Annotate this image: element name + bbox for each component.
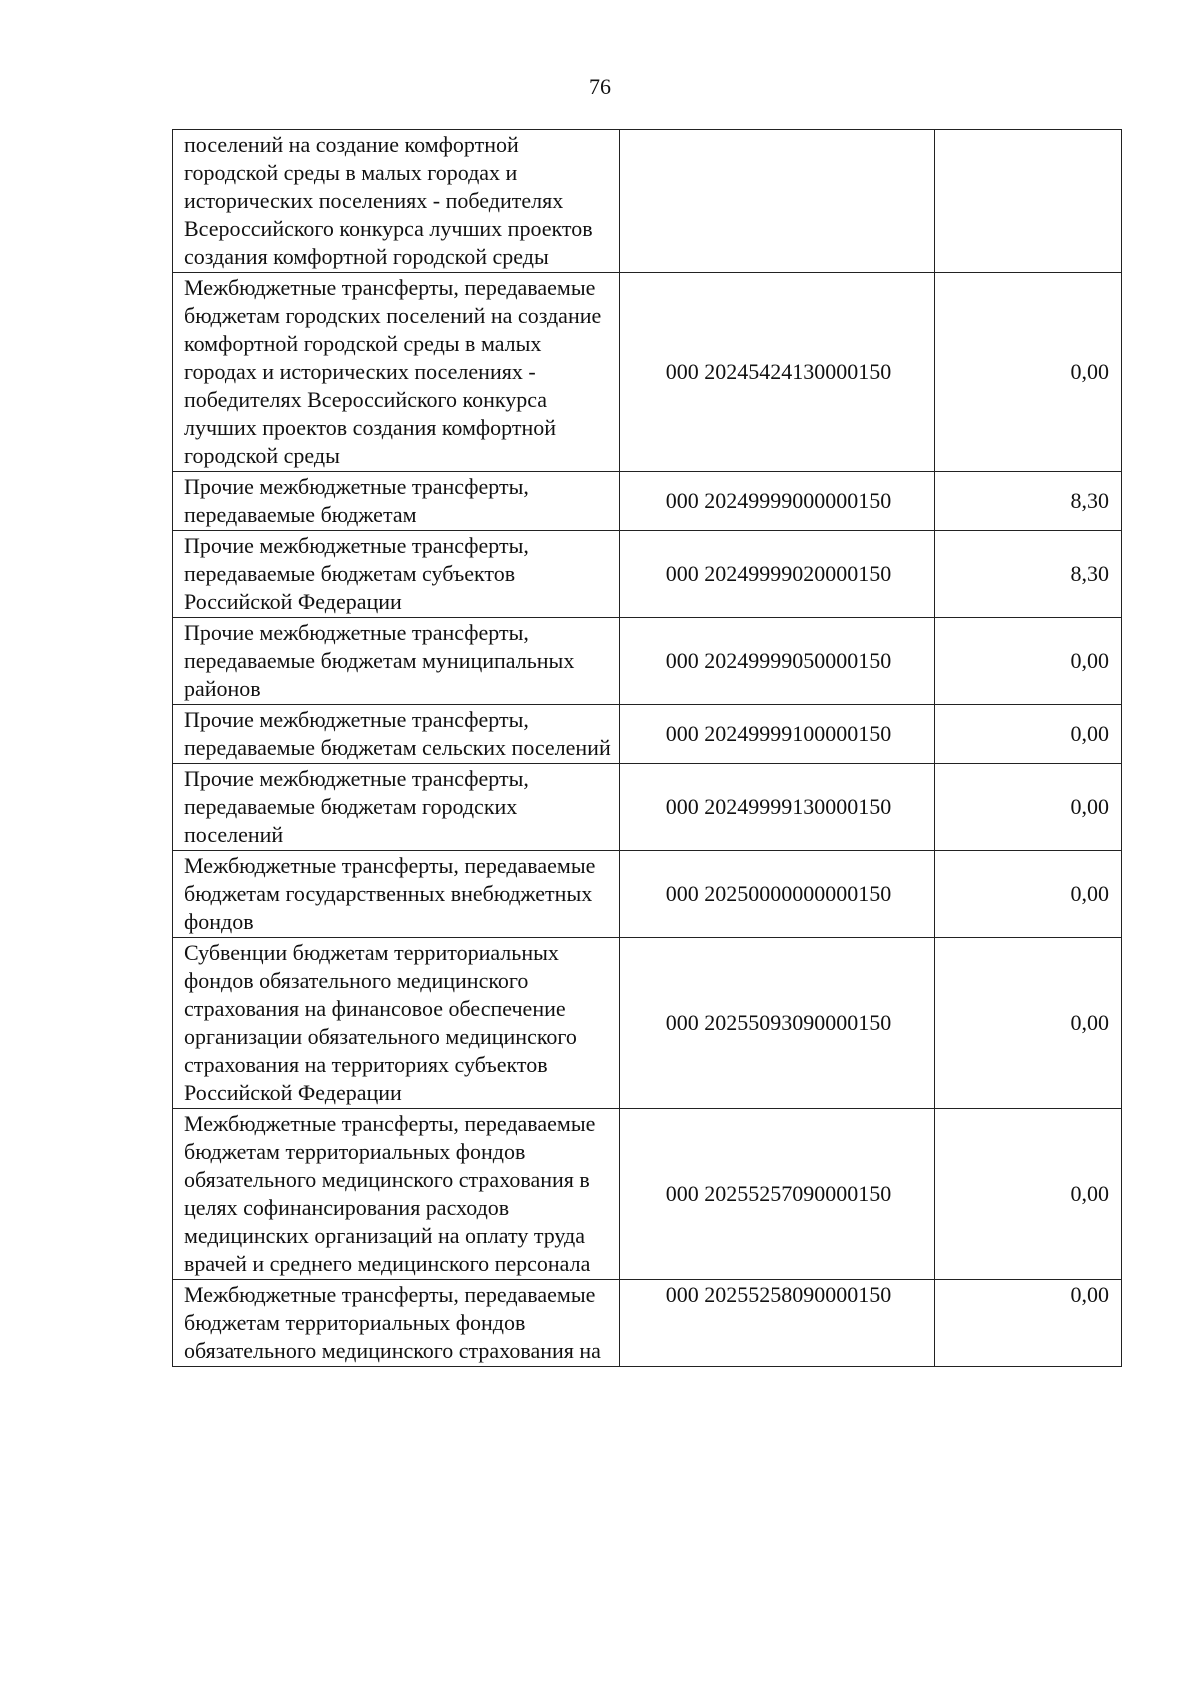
row-name: Межбюджетные трансферты, передаваемые бюджетам территориальных фондов обязательного медицинского страхования в целях софинансирования расходов медицинских организаций на оплату труда врачей и среднего медицинского персонала bbox=[173, 1109, 620, 1280]
row-code: 000 20249999100000150 bbox=[620, 705, 935, 764]
row-code bbox=[620, 130, 935, 273]
row-code: 000 20249999130000150 bbox=[620, 764, 935, 851]
row-name: Прочие межбюджетные трансферты, передаваемые бюджетам субъектов Российской Федерации bbox=[173, 531, 620, 618]
row-code: 000 20255257090000150 bbox=[620, 1109, 935, 1280]
row-code: 000 20249999020000150 bbox=[620, 531, 935, 618]
table-row bbox=[173, 273, 1122, 472]
row-amount: 0,00 bbox=[935, 851, 1122, 938]
row-code: 000 20255093090000150 bbox=[620, 938, 935, 1109]
row-amount: 0,00 bbox=[935, 618, 1122, 705]
row-code: 000 20245424130000150 bbox=[620, 273, 935, 472]
table-row bbox=[173, 851, 1122, 938]
row-code: 000 20250000000000150 bbox=[620, 851, 935, 938]
row-name: Межбюджетные трансферты, передаваемые бюджетам государственных внебюджетных фондов bbox=[173, 851, 620, 938]
row-amount: 0,00 bbox=[935, 1109, 1122, 1280]
row-amount: 0,00 bbox=[935, 273, 1122, 472]
table-row bbox=[173, 938, 1122, 1109]
table-row bbox=[173, 764, 1122, 851]
row-amount: 8,30 bbox=[935, 472, 1122, 531]
table-row bbox=[173, 705, 1122, 764]
row-code: 000 20255258090000150 bbox=[620, 1280, 935, 1367]
page-number: 76 bbox=[589, 74, 611, 99]
row-amount: 8,30 bbox=[935, 531, 1122, 618]
row-name: Прочие межбюджетные трансферты, передаваемые бюджетам bbox=[173, 472, 620, 531]
row-amount: 0,00 bbox=[935, 705, 1122, 764]
row-name: Межбюджетные трансферты, передаваемые бюджетам территориальных фондов обязательного медицинского страхования на bbox=[173, 1280, 620, 1367]
row-name: Прочие межбюджетные трансферты, передаваемые бюджетам муниципальных районов bbox=[173, 618, 620, 705]
table-row bbox=[173, 472, 1122, 531]
table-row bbox=[173, 130, 1122, 273]
row-name: поселений на создание комфортной городской среды в малых городах и исторических поселениях - победителях Всероссийского конкурса лучших проектов создания комфортной городской среды bbox=[173, 130, 620, 273]
table-row bbox=[173, 618, 1122, 705]
row-amount: 0,00 bbox=[935, 764, 1122, 851]
row-amount: 0,00 bbox=[935, 938, 1122, 1109]
table-row bbox=[173, 531, 1122, 618]
row-name: Субвенции бюджетам территориальных фондов обязательного медицинского страхования на финансовое обеспечение организации обязательного медицинского страхования на территориях субъектов Российской Федерации bbox=[173, 938, 620, 1109]
row-name: Прочие межбюджетные трансферты, передаваемые бюджетам сельских поселений bbox=[173, 705, 620, 764]
table-row bbox=[173, 1280, 1122, 1367]
row-name: Межбюджетные трансферты, передаваемые бюджетам городских поселений на создание комфортной городской среды в малых городах и исторических поселениях - победителях Всероссийского конкурса лучших проектов создания комфортной городской среды bbox=[173, 273, 620, 472]
row-amount: 0,00 bbox=[935, 1280, 1122, 1367]
table-row bbox=[173, 1109, 1122, 1280]
row-name: Прочие межбюджетные трансферты, передаваемые бюджетам городских поселений bbox=[173, 764, 620, 851]
row-code: 000 20249999050000150 bbox=[620, 618, 935, 705]
row-code: 000 20249999000000150 bbox=[620, 472, 935, 531]
row-amount bbox=[935, 130, 1122, 273]
budget-table bbox=[172, 129, 1122, 1367]
